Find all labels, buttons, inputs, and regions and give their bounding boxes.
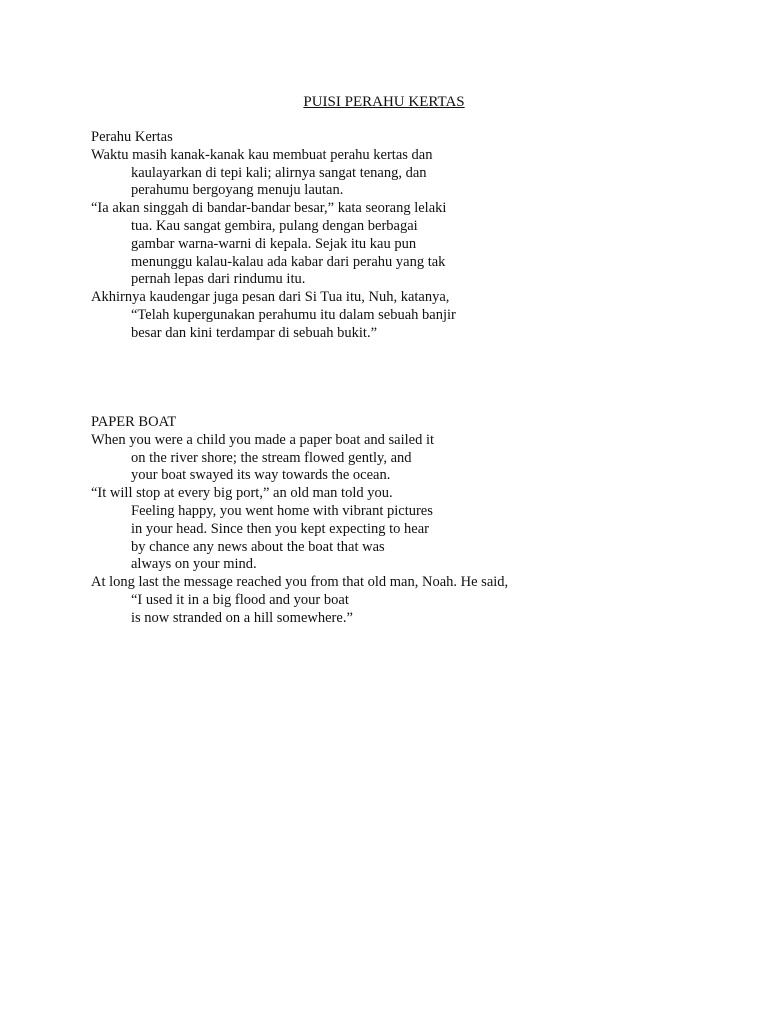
- poem-line: is now stranded on a hill somewhere.”: [131, 609, 353, 626]
- poem-line: “Telah kupergunakan perahumu itu dalam sebuah banjir: [131, 306, 456, 323]
- poem-line: kaulayarkan di tepi kali; alirnya sangat tenang, dan: [131, 164, 427, 181]
- poem-english: [91, 414, 731, 628]
- poem-line: tua. Kau sangat gembira, pulang dengan berbagai: [131, 217, 418, 234]
- poem-line: When you were a child you made a paper boat and sailed it: [91, 431, 435, 448]
- poem-line: Feeling happy, you went home with vibrant pictures: [131, 502, 433, 519]
- poem-line: menunggu kalau-kalau ada kabar dari perahu yang tak: [131, 253, 446, 270]
- poem-line: gambar warna-warni di kepala. Sejak itu kau pun: [131, 235, 417, 252]
- poem-line: pernah lepas dari rindumu itu.: [131, 271, 306, 288]
- poem-line: in your head. Since then you kept expecting to hear: [131, 520, 429, 537]
- document-title: PUISI PERAHU KERTAS: [303, 94, 465, 110]
- poem-line: your boat swayed its way towards the ocean.: [131, 467, 391, 484]
- poem-line: “It will stop at every big port,” an old man told you.: [91, 485, 393, 502]
- poem-line: “Ia akan singgah di bandar-bandar besar,” kata seorang lelaki: [91, 200, 447, 217]
- poem-line: Waktu masih kanak-kanak kau membuat perahu kertas dan: [91, 146, 433, 163]
- poem-line: perahumu bergoyang menuju lautan.: [131, 182, 344, 199]
- poem-indonesian: [91, 129, 731, 343]
- poem-line: always on your mind.: [131, 556, 257, 573]
- poem-title: Perahu Kertas: [91, 129, 173, 145]
- poem-line: Akhirnya kaudengar juga pesan dari Si Tua itu, Nuh, katanya,: [91, 289, 450, 306]
- poem-line: on the river shore; the stream flowed gently, and: [131, 449, 412, 466]
- poem-title: PAPER BOAT: [91, 414, 177, 430]
- poem-line: besar dan kini terdampar di sebuah bukit.”: [131, 324, 378, 341]
- poem-line: by chance any news about the boat that was: [131, 538, 385, 555]
- poem-line: “I used it in a big flood and your boat: [131, 591, 349, 608]
- poem-line: At long last the message reached you from that old man, Noah. He said,: [91, 574, 509, 591]
